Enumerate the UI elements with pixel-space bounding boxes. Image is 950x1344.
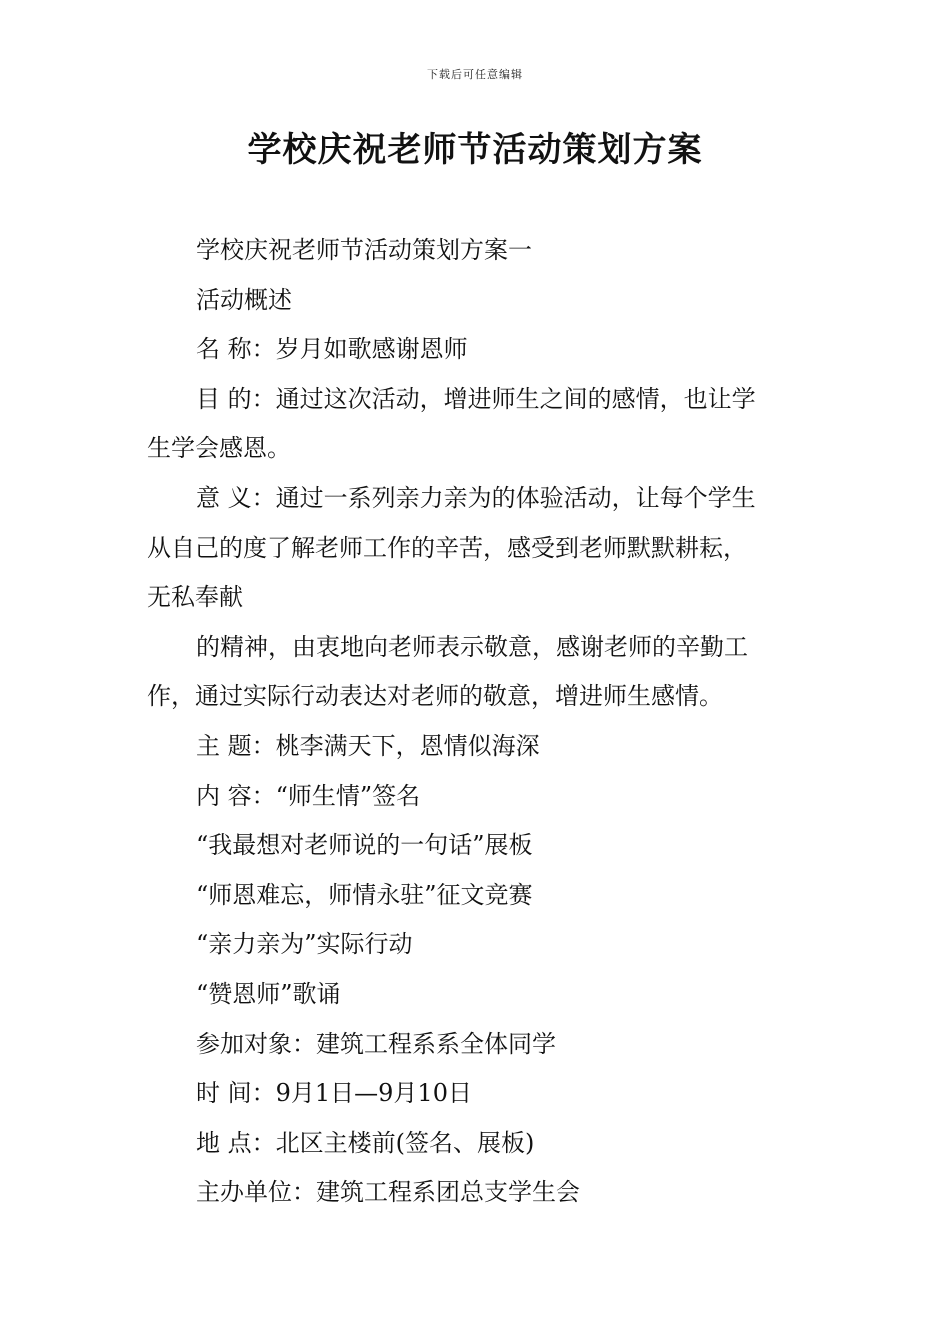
paragraph-line: 名 称：岁月如歌感谢恩师 bbox=[196, 335, 468, 364]
paragraph-line: 参加对象：建筑工程系系全体同学 bbox=[196, 1029, 556, 1058]
paragraph-line: 内 容：“师生情”签名 bbox=[196, 781, 421, 810]
paragraph-line: 的精神，由衷地向老师表示敬意，感谢老师的辛勤工 bbox=[196, 632, 748, 661]
paragraph-line: “赞恩师”歌诵 bbox=[196, 979, 341, 1008]
document-title: 学校庆祝老师节活动策划方案 bbox=[247, 130, 703, 170]
paragraph-line: 主办单位：建筑工程系团总支学生会 bbox=[196, 1178, 580, 1207]
header-note: 下载后可任意编辑 bbox=[427, 68, 523, 81]
paragraph-line: 主 题：桃李满天下，恩情似海深 bbox=[196, 731, 540, 760]
paragraph-line: 地 点：北区主楼前(签名、展板) bbox=[196, 1128, 535, 1157]
paragraph-line: 从自己的度了解老师工作的辛苦，感受到老师默默耕耘， bbox=[147, 533, 747, 562]
document-body bbox=[147, 226, 807, 1218]
paragraph-line: 目 的：通过这次活动，增进师生之间的感情，也让学 bbox=[196, 384, 756, 413]
paragraph-line: 时 间：9月1日—9月10日 bbox=[196, 1079, 472, 1108]
paragraph-line: 生学会感恩。 bbox=[147, 434, 291, 463]
paragraph-line: 作，通过实际行动表达对老师的敬意，增进师生感情。 bbox=[147, 682, 723, 711]
paragraph-line: “师恩难忘，师情永驻”征文竞赛 bbox=[196, 880, 533, 909]
paragraph-line: “我最想对老师说的一句话”展板 bbox=[196, 831, 533, 860]
paragraph-line: “亲力亲为”实际行动 bbox=[196, 930, 413, 959]
paragraph-line: 活动概述 bbox=[196, 285, 292, 314]
paragraph-line: 意 义：通过一系列亲力亲为的体验活动，让每个学生 bbox=[196, 483, 756, 512]
paragraph-line: 无私奉献 bbox=[147, 583, 243, 612]
paragraph-line: 学校庆祝老师节活动策划方案一 bbox=[196, 236, 532, 264]
